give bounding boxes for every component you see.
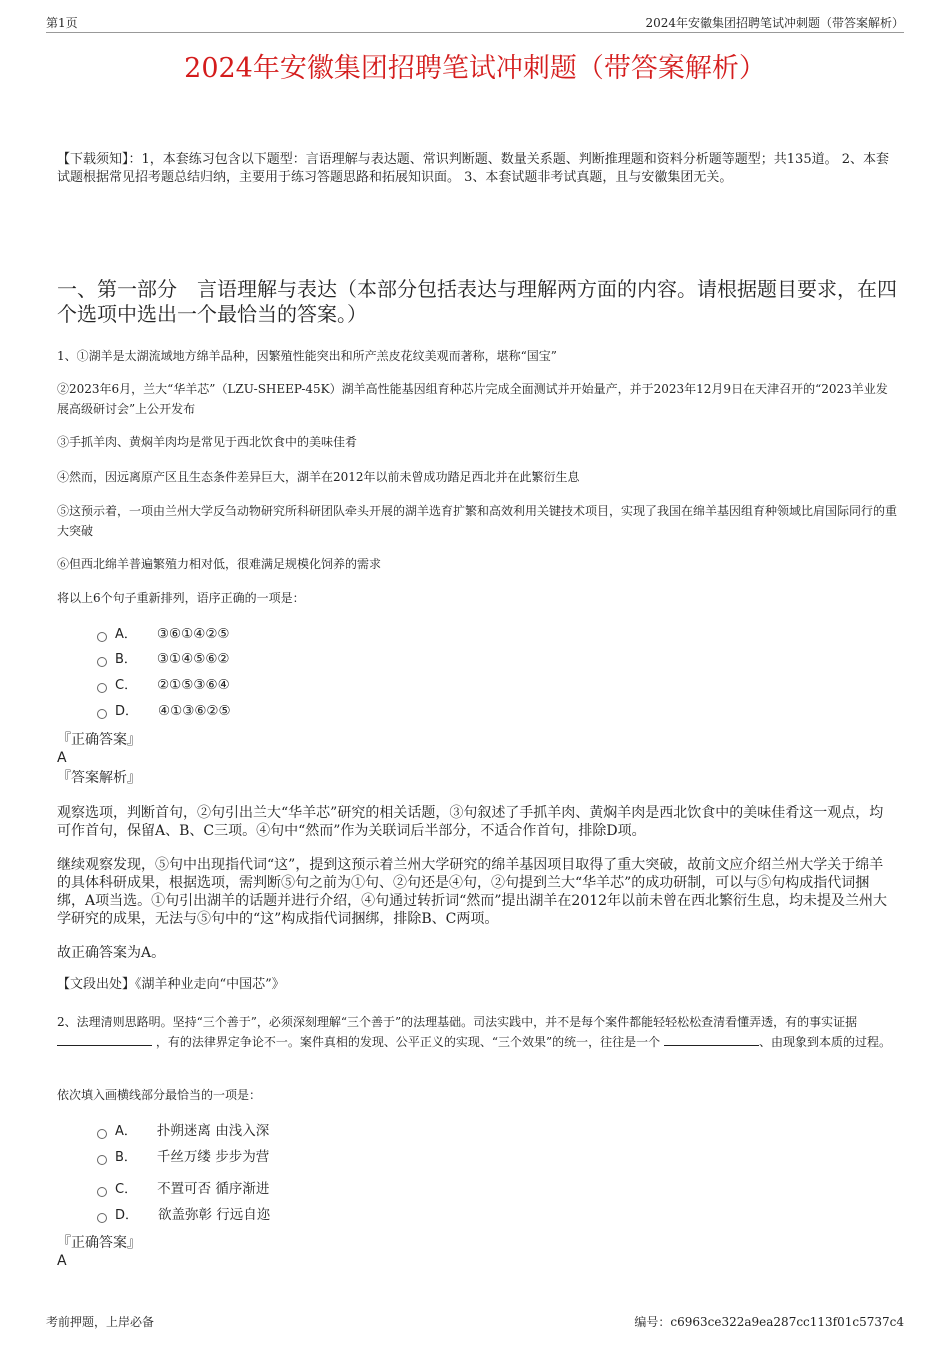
option-text: ④①③⑥②⑤ xyxy=(158,703,231,719)
q1-source: 【文段出处】《湖羊种业走向“中国芯”》 xyxy=(57,977,285,992)
option-text: ③⑥①④②⑤ xyxy=(156,626,230,642)
option-key: C． xyxy=(115,678,138,693)
q2-answer: A xyxy=(57,1253,67,1269)
q2-option-a[interactable] xyxy=(97,1121,269,1141)
q1-sentence-4: ④然而，因远离原产区且生态条件差异巨大，湖羊在2012年以前未曾成功踏足西北并在此繁衍生息 xyxy=(57,470,580,484)
radio-icon[interactable] xyxy=(97,709,107,719)
q2-text-a: 2、法理清则思路明。坚持“三个善于”，必须深刻理解“三个善于”的法理基础。司法实践中，并不是每个案件都能轻轻松松查清看懂弄透，有的事实证据 xyxy=(57,1015,858,1029)
q2-option-d[interactable] xyxy=(97,1205,270,1225)
q1-analysis-label: 『答案解析』 xyxy=(57,770,141,786)
footer-serial: 编号：c6963ce322a9ea287cc113f01c5737c4 xyxy=(634,1315,904,1329)
footer-slogan: 考前押题，上岸必备 xyxy=(46,1315,155,1329)
q1-analysis-1: 观察选项，判断首句，②句引出兰大“华羊芯”研究的相关话题，③句叙述了手抓羊肉、黄焖羊肉是西北饮食中的美味佳肴这一观点，均可作首句，保留A、B、C三项。④句中“然而”作为关联词后半部分，不适合作首句，排除D项。 xyxy=(57,805,884,839)
page-number: 第1页 xyxy=(46,16,78,30)
radio-icon[interactable] xyxy=(97,683,107,693)
option-text: ③①④⑤⑥② xyxy=(156,651,230,667)
option-key: D． xyxy=(115,1208,139,1223)
q2-answer-label: 『正确答案』 xyxy=(57,1235,141,1251)
q2-text-c: 、由现象到本质的过程。 xyxy=(758,1035,891,1049)
q1-sentence-2: ②2023年6月，兰大“华羊芯”（LZU-SHEEP-45K）湖羊高性能基因组育种芯片完成全面测试并开始量产，并于2023年12月9日在天津召开的“2023羊业发展高级研讨会”上公开发布 xyxy=(57,382,888,416)
q2-option-b[interactable] xyxy=(97,1147,269,1167)
q1-stem: 将以上6个句子重新排列，语序正确的一项是： xyxy=(57,591,305,605)
q2-option-c[interactable] xyxy=(97,1179,269,1199)
option-key: A． xyxy=(115,627,137,642)
option-key: C． xyxy=(115,1182,138,1197)
q1-sentence-1: 1、①湖羊是太湖流域地方绵羊品种，因繁殖性能突出和所产羔皮花纹美观而著称，堪称“国宝” xyxy=(57,349,557,363)
q1-option-b[interactable] xyxy=(97,649,230,669)
q2-text-b: ，有的法律界定争论不一。案件真相的发现、公平正义的实现、“三个效果”的统一，往往是一个 xyxy=(155,1035,661,1049)
option-text: 不置可否 循序渐进 xyxy=(157,1181,270,1197)
option-key: B． xyxy=(115,1150,137,1165)
q2-blank-1 xyxy=(57,1034,152,1046)
radio-icon[interactable] xyxy=(97,1187,107,1197)
q1-option-a[interactable] xyxy=(97,624,230,644)
q1-option-c[interactable] xyxy=(97,675,230,695)
q2-blank-2 xyxy=(664,1034,759,1046)
q1-analysis-2: 继续观察发现，⑤句中出现指代词“这”，提到这预示着兰州大学研究的绵羊基因项目取得了重大突破，故前文应介绍兰州大学关于绵羊的具体科研成果，根据选项，需判断⑤句之前为①句、②句还是④句，②句提到兰大“华羊芯”的成功研制，可以与⑤句构成指代词捆绑，A项当选。①句引出湖羊的话题并进行介绍，④句通过转折词“然而”提出湖羊在2012年以前未曾在西北繁衍生息，均未提及兰州大学研究的成果，无法与⑤句中的“这”构成指代词捆绑，排除B、C两项。 xyxy=(57,857,888,927)
q1-conclusion: 故正确答案为A。 xyxy=(57,945,166,961)
q1-sentence-6: ⑥但西北绵羊普遍繁殖力相对低，很难满足规模化饲养的需求 xyxy=(57,557,382,571)
option-key: D． xyxy=(115,704,139,719)
q2-text xyxy=(57,1012,897,1052)
option-key: A． xyxy=(115,1124,137,1139)
radio-icon[interactable] xyxy=(97,1129,107,1139)
option-text: 欲盖弥彰 行远自迩 xyxy=(158,1207,271,1223)
radio-icon[interactable] xyxy=(97,657,107,667)
option-text: ②①⑤③⑥④ xyxy=(157,677,230,693)
option-text: 扑朔迷离 由浅入深 xyxy=(156,1123,270,1139)
radio-icon[interactable] xyxy=(97,632,107,642)
page-header xyxy=(46,14,904,33)
header-doc-title: 2024年安徽集团招聘笔试冲刺题（带答案解析） xyxy=(645,16,904,30)
q1-sentence-5: ⑤这预示着，一项由兰州大学反刍动物研究所科研团队牵头开展的湖羊选育扩繁和高效利用关键技术项目，实现了我国在绵羊基因组育种领域比肩国际同行的重大突破 xyxy=(57,504,898,538)
q1-sentence-3: ③手抓羊肉、黄焖羊肉均是常见于西北饮食中的美味佳肴 xyxy=(57,435,358,449)
radio-icon[interactable] xyxy=(97,1155,107,1165)
q1-option-d[interactable] xyxy=(97,701,231,721)
q1-answer-label: 『正确答案』 xyxy=(57,732,141,748)
option-key: B． xyxy=(115,652,137,667)
option-text: 千丝万缕 步步为营 xyxy=(156,1149,270,1165)
q1-answer: A xyxy=(57,750,67,766)
q2-stem: 依次填入画横线部分最恰当的一项是： xyxy=(57,1088,262,1102)
document-title: 2024年安徽集团招聘笔试冲刺题（带答案解析） xyxy=(184,53,766,84)
radio-icon[interactable] xyxy=(97,1213,107,1223)
section-heading: 一、第一部分 言语理解与表达（本部分包括表达与理解两方面的内容。请根据题目要求，在四个选项中选出一个最恰当的答案。） xyxy=(57,277,897,326)
download-notice: 【下载须知】：1，本套练习包含以下题型：言语理解与表达题、常识判断题、数量关系题、判断推理题和资料分析题等题型；共135道。 2、本套试题根据常见招考题总结归纳，主要用于练习答题思路和拓展知识面。 3、本套试题非考试真题，且与安徽集团无关。 xyxy=(57,152,889,185)
